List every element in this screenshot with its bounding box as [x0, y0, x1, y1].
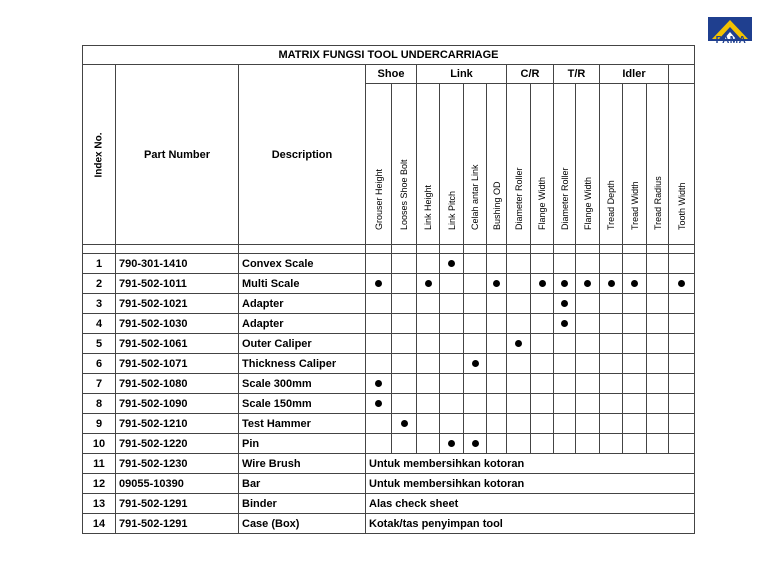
function-cell: [576, 334, 600, 354]
column-header: [487, 84, 507, 245]
index-cell: 8: [83, 394, 116, 414]
spacer-cell: [417, 245, 440, 254]
spacer-cell: [600, 245, 623, 254]
table-row: [83, 334, 695, 354]
column-header-label: Tread Radius: [652, 176, 663, 230]
function-cell: [554, 434, 576, 454]
function-cell: [366, 274, 392, 294]
function-cell: [647, 434, 669, 454]
column-header-label: Celah antar Link: [470, 164, 480, 230]
function-cell: [464, 334, 487, 354]
function-cell: [440, 414, 464, 434]
function-cell: [464, 394, 487, 414]
bullet-mark-icon: [631, 280, 638, 287]
table-row: [83, 374, 695, 394]
description-cell: Convex Scale: [239, 254, 366, 274]
part-number-cell: 791-502-1030: [116, 314, 239, 334]
function-cell: [464, 314, 487, 334]
table-row: [83, 474, 695, 494]
index-cell: 5: [83, 334, 116, 354]
function-cell: [487, 434, 507, 454]
table-row: [83, 494, 695, 514]
function-cell: [366, 374, 392, 394]
column-header: [576, 84, 600, 245]
part-number-cell: 791-502-1210: [116, 414, 239, 434]
index-cell: 6: [83, 354, 116, 374]
column-header-label: Flange Width: [537, 176, 547, 230]
table-row: [83, 354, 695, 374]
table-row: [83, 414, 695, 434]
table-row: [83, 314, 695, 334]
bullet-mark-icon: [375, 380, 382, 387]
part-number-cell: 791-502-1080: [116, 374, 239, 394]
bullet-mark-icon: [425, 280, 432, 287]
function-cell: [440, 254, 464, 274]
function-cell: [487, 294, 507, 314]
bullet-mark-icon: [561, 280, 568, 287]
function-cell: [623, 434, 647, 454]
column-header-label: Tread Depth: [606, 180, 616, 230]
description-cell: Binder: [239, 494, 366, 514]
part-number-cell: 791-502-1230: [116, 454, 239, 474]
function-cell: [669, 414, 695, 434]
function-cell: [600, 434, 623, 454]
function-cell: [440, 334, 464, 354]
group-header-shoe: Shoe: [366, 65, 417, 84]
function-cell: [554, 394, 576, 414]
spacer-cell: [623, 245, 647, 254]
function-cell: [464, 374, 487, 394]
function-cell: [392, 354, 417, 374]
group-header-blank: [669, 65, 695, 84]
function-cell: [507, 334, 531, 354]
function-cell: [669, 394, 695, 414]
function-cell: [417, 394, 440, 414]
index-cell: 7: [83, 374, 116, 394]
column-header: [600, 84, 623, 245]
function-cell: [507, 314, 531, 334]
part-number-cell: 791-502-1011: [116, 274, 239, 294]
function-cell: [669, 354, 695, 374]
function-cell: [487, 394, 507, 414]
bullet-mark-icon: [584, 280, 591, 287]
function-cell: [487, 254, 507, 274]
function-cell: [600, 254, 623, 274]
index-cell: 2: [83, 274, 116, 294]
column-header: [647, 84, 669, 245]
table-row: [83, 294, 695, 314]
spacer-cell: [239, 245, 366, 254]
function-cell: [576, 314, 600, 334]
function-cell: [669, 294, 695, 314]
description-cell: Adapter: [239, 314, 366, 334]
bullet-mark-icon: [493, 280, 500, 287]
function-cell: [464, 274, 487, 294]
function-cell: [669, 274, 695, 294]
function-cell: [417, 434, 440, 454]
description-cell: Thickness Caliper: [239, 354, 366, 374]
function-cell: [507, 374, 531, 394]
function-cell: [507, 294, 531, 314]
function-cell: [417, 294, 440, 314]
function-cell: [531, 434, 554, 454]
spacer-cell: [647, 245, 669, 254]
spacer-cell: [366, 245, 392, 254]
column-header: [464, 84, 487, 245]
column-header: [417, 84, 440, 245]
spacer-cell: [83, 245, 116, 254]
description-cell: Multi Scale: [239, 274, 366, 294]
function-cell: [669, 254, 695, 274]
table-row: [83, 454, 695, 474]
function-cell: [487, 414, 507, 434]
index-cell: 12: [83, 474, 116, 494]
function-cell: [366, 334, 392, 354]
function-cell: [600, 334, 623, 354]
bullet-mark-icon: [472, 360, 479, 367]
function-cell: [464, 254, 487, 274]
function-cell: [392, 334, 417, 354]
description-cell: Scale 150mm: [239, 394, 366, 414]
function-cell: [554, 254, 576, 274]
function-cell: [487, 374, 507, 394]
function-cell: [531, 374, 554, 394]
function-cell: [623, 334, 647, 354]
function-cell: [600, 394, 623, 414]
bullet-mark-icon: [472, 440, 479, 447]
column-header-label: Diameter Roller: [559, 167, 570, 230]
function-cell: [531, 294, 554, 314]
function-cell: [366, 354, 392, 374]
function-cell: [647, 414, 669, 434]
note-cell: Alas check sheet: [366, 494, 695, 514]
spacer-cell: [576, 245, 600, 254]
function-cell: [440, 434, 464, 454]
index-cell: 3: [83, 294, 116, 314]
spacer-cell: [116, 245, 239, 254]
function-cell: [600, 274, 623, 294]
column-header: [507, 84, 531, 245]
spacer-cell: [440, 245, 464, 254]
part-number-cell: 791-502-1071: [116, 354, 239, 374]
column-header: [531, 84, 554, 245]
function-cell: [554, 334, 576, 354]
function-cell: [531, 334, 554, 354]
bullet-mark-icon: [375, 280, 382, 287]
function-cell: [392, 314, 417, 334]
function-cell: [440, 394, 464, 414]
function-cell: [623, 354, 647, 374]
bullet-mark-icon: [375, 400, 382, 407]
part-number-cell: 791-502-1291: [116, 494, 239, 514]
function-cell: [576, 434, 600, 454]
function-cell: [507, 354, 531, 374]
part-number-cell: 791-502-1021: [116, 294, 239, 314]
group-header-tr: T/R: [554, 65, 600, 84]
column-header-label: Tooth Width: [676, 182, 687, 230]
bullet-mark-icon: [539, 280, 546, 287]
column-header-label: Looses Shoe Bolt: [399, 159, 409, 230]
table-row: [83, 394, 695, 414]
description-cell: Pin: [239, 434, 366, 454]
function-cell: [487, 314, 507, 334]
function-cell: [600, 414, 623, 434]
function-cell: [440, 314, 464, 334]
function-cell: [440, 354, 464, 374]
table-row: [83, 274, 695, 294]
bullet-mark-icon: [515, 340, 522, 347]
function-cell: [392, 374, 417, 394]
function-cell: [531, 314, 554, 334]
function-cell: [417, 374, 440, 394]
function-cell: [507, 434, 531, 454]
function-cell: [417, 274, 440, 294]
spacer-cell: [464, 245, 487, 254]
function-cell: [507, 274, 531, 294]
function-cell: [669, 314, 695, 334]
spacer-cell: [531, 245, 554, 254]
column-header-label: Diameter Roller: [513, 167, 524, 230]
function-cell: [647, 354, 669, 374]
spacer-cell: [487, 245, 507, 254]
function-cell: [366, 414, 392, 434]
description-cell: Scale 300mm: [239, 374, 366, 394]
function-cell: [507, 254, 531, 274]
function-cell: [623, 254, 647, 274]
function-cell: [507, 414, 531, 434]
spacer-row: [83, 245, 695, 254]
note-cell: Untuk membersihkan kotoran: [366, 474, 695, 494]
index-cell: 1: [83, 254, 116, 274]
index-cell: 13: [83, 494, 116, 514]
column-header: [440, 84, 464, 245]
function-cell: [531, 274, 554, 294]
function-cell: [392, 254, 417, 274]
bullet-mark-icon: [561, 300, 568, 307]
function-cell: [464, 294, 487, 314]
function-cell: [417, 314, 440, 334]
index-cell: 14: [83, 514, 116, 534]
column-header-label: Grouser Height: [373, 168, 384, 230]
column-header-label: Link Pitch: [446, 190, 457, 230]
function-cell: [576, 354, 600, 374]
function-cell: [576, 274, 600, 294]
table-row: [83, 514, 695, 534]
note-cell: Kotak/tas penyimpan tool: [366, 514, 695, 534]
function-cell: [366, 294, 392, 314]
function-cell: [417, 354, 440, 374]
spacer-cell: [669, 245, 695, 254]
description-header: Description: [239, 65, 366, 245]
function-cell: [464, 354, 487, 374]
function-cell: [647, 334, 669, 354]
function-cell: [417, 334, 440, 354]
bullet-mark-icon: [448, 440, 455, 447]
index-cell: 11: [83, 454, 116, 474]
function-cell: [464, 414, 487, 434]
spacer-cell: [554, 245, 576, 254]
function-cell: [554, 354, 576, 374]
function-cell: [576, 414, 600, 434]
function-cell: [366, 254, 392, 274]
column-header: [669, 84, 695, 245]
function-cell: [554, 374, 576, 394]
function-cell: [647, 394, 669, 414]
bullet-mark-icon: [608, 280, 615, 287]
table-row: [83, 254, 695, 274]
function-cell: [623, 274, 647, 294]
description-cell: Case (Box): [239, 514, 366, 534]
group-header-cr: C/R: [507, 65, 554, 84]
function-cell: [600, 294, 623, 314]
part-number-cell: 791-502-1090: [116, 394, 239, 414]
function-cell: [531, 354, 554, 374]
function-cell: [576, 294, 600, 314]
function-cell: [417, 414, 440, 434]
index-cell: 10: [83, 434, 116, 454]
function-cell: [464, 434, 487, 454]
column-header: [392, 84, 417, 245]
function-cell: [600, 354, 623, 374]
function-cell: [647, 374, 669, 394]
description-cell: Test Hammer: [239, 414, 366, 434]
function-cell: [392, 274, 417, 294]
table-row: [83, 434, 695, 454]
function-cell: [647, 314, 669, 334]
table-title: MATRIX FUNGSI TOOL UNDERCARRIAGE: [83, 46, 695, 65]
function-cell: [576, 374, 600, 394]
spacer-cell: [507, 245, 531, 254]
bullet-mark-icon: [448, 260, 455, 267]
function-cell: [392, 434, 417, 454]
function-cell: [440, 374, 464, 394]
function-cell: [647, 254, 669, 274]
function-cell: [623, 374, 647, 394]
function-cell: [531, 394, 554, 414]
function-cell: [554, 314, 576, 334]
function-cell: [623, 294, 647, 314]
function-cell: [669, 434, 695, 454]
bullet-mark-icon: [561, 320, 568, 327]
part-number-cell: 09055-10390: [116, 474, 239, 494]
column-header-label: Link Height: [423, 184, 433, 230]
function-cell: [647, 274, 669, 294]
description-cell: Bar: [239, 474, 366, 494]
function-cell: [366, 314, 392, 334]
column-header-label: Bushing OD: [491, 181, 502, 230]
function-cell: [554, 294, 576, 314]
function-cell: [623, 314, 647, 334]
column-header-label: Flange Width: [582, 176, 593, 230]
function-cell: [392, 394, 417, 414]
function-cell: [554, 414, 576, 434]
function-cell: [531, 414, 554, 434]
function-cell: [669, 334, 695, 354]
note-cell: Untuk membersihkan kotoran: [366, 454, 695, 474]
function-cell: [669, 374, 695, 394]
bullet-mark-icon: [678, 280, 685, 287]
function-cell: [440, 274, 464, 294]
function-cell: [487, 274, 507, 294]
part-number-cell: 791-502-1061: [116, 334, 239, 354]
index-header-label: Index No.: [93, 131, 105, 178]
description-cell: Wire Brush: [239, 454, 366, 474]
function-cell: [531, 254, 554, 274]
column-header: [623, 84, 647, 245]
function-cell: [417, 254, 440, 274]
group-header-idler: Idler: [600, 65, 669, 84]
function-cell: [366, 434, 392, 454]
description-cell: Adapter: [239, 294, 366, 314]
function-cell: [392, 414, 417, 434]
group-header-row: [83, 65, 695, 84]
function-cell: [366, 394, 392, 414]
function-cell: [576, 394, 600, 414]
tool-matrix-table: [82, 45, 695, 534]
part-number-cell: 790-301-1410: [116, 254, 239, 274]
index-cell: 9: [83, 414, 116, 434]
function-cell: [487, 354, 507, 374]
function-cell: [623, 394, 647, 414]
function-cell: [600, 314, 623, 334]
function-cell: [440, 294, 464, 314]
column-header: [554, 84, 576, 245]
index-cell: 4: [83, 314, 116, 334]
function-cell: [647, 294, 669, 314]
function-cell: [507, 394, 531, 414]
function-cell: [487, 334, 507, 354]
part-number-header: Part Number: [116, 65, 239, 245]
part-number-cell: 791-502-1291: [116, 514, 239, 534]
column-header-label: Tread Width: [629, 181, 640, 230]
index-header: [83, 65, 116, 245]
group-header-link: Link: [417, 65, 507, 84]
function-cell: [623, 414, 647, 434]
function-cell: [554, 274, 576, 294]
title-row: [83, 46, 695, 65]
function-cell: [392, 294, 417, 314]
function-cell: [600, 374, 623, 394]
part-number-cell: 791-502-1220: [116, 434, 239, 454]
description-cell: Outer Caliper: [239, 334, 366, 354]
function-cell: [576, 254, 600, 274]
bullet-mark-icon: [401, 420, 408, 427]
column-header: [366, 84, 392, 245]
logo-text: PAMA: [715, 35, 747, 46]
spacer-cell: [392, 245, 417, 254]
